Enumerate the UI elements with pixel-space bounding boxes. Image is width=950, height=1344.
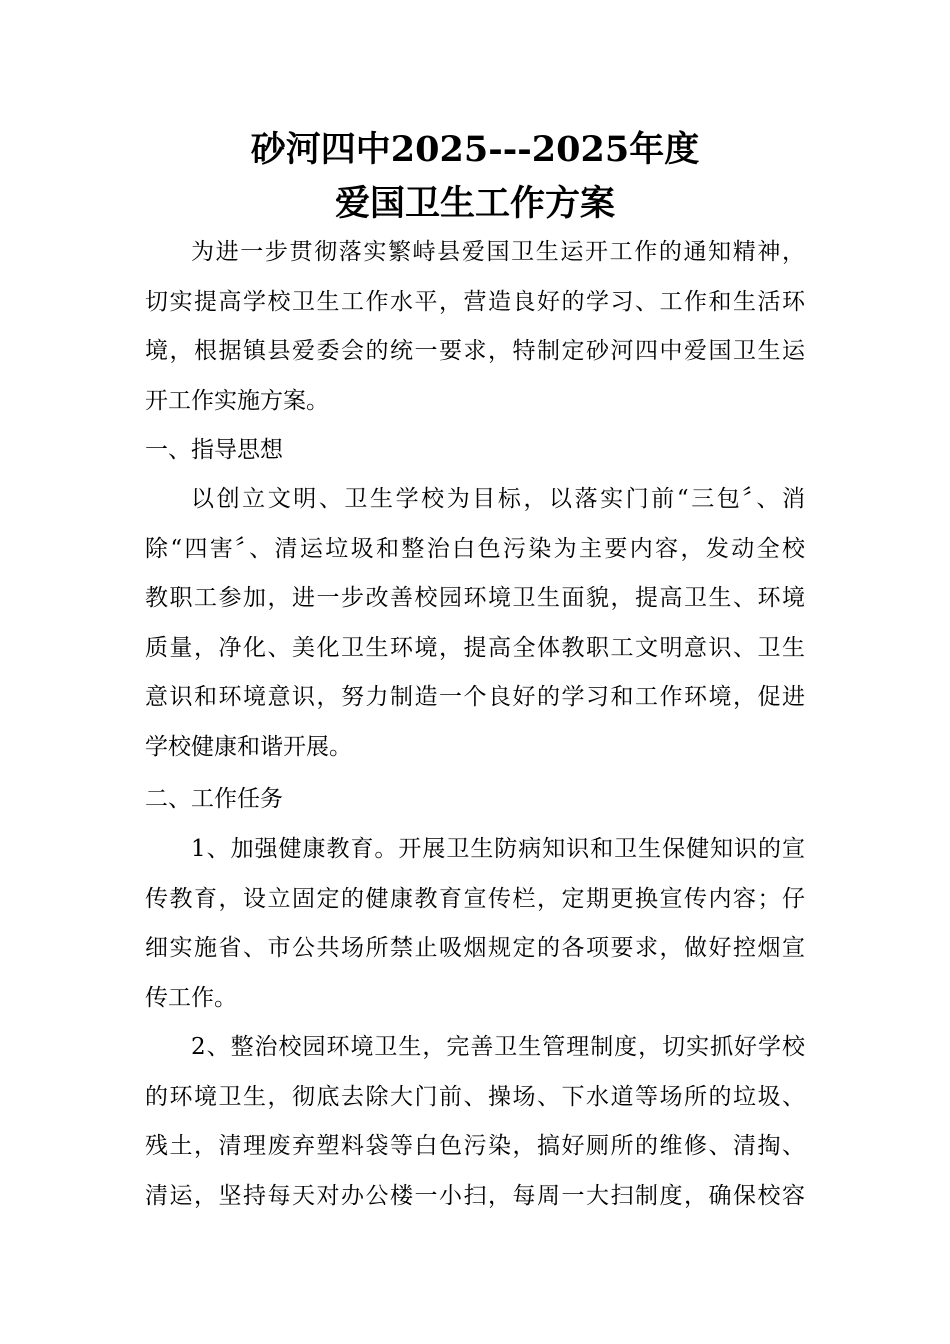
text-line: 境，根据镇县爱委会的统一要求，特制定砂河四中爱国卫生运 <box>145 338 805 365</box>
section-heading-work-tasks: 二、工作任务 <box>145 786 283 812</box>
text-line: 的环境卫生，彻底去除大门前、操场、下水道等场所的垃圾、 <box>145 1083 805 1110</box>
text-line: 1、加强健康教育。开展卫生防病知识和卫生保健知识的宣 <box>191 836 805 862</box>
text-line: 切实提高学校卫生工作水平，营造良好的学习、工作和生活环 <box>145 288 805 315</box>
text-line: 传教育，设立固定的健康教育宣传栏，定期更换宣传内容；仔 <box>145 885 805 912</box>
text-line: 残土，清理废弃塑料袋等白色污染，搞好厕所的维修、清掏、 <box>145 1133 805 1160</box>
task1-paragraph <box>145 825 805 1023</box>
text-line: 教职工参加，进一步改善校园环境卫生面貌，提高卫生、环境 <box>145 585 805 612</box>
text-line: 学校健康和谐开展。 <box>145 733 352 760</box>
section-heading-guiding-ideology: 一、指导思想 <box>145 437 283 463</box>
text-line: 意识和环境意识，努力制造一个良好的学习和工作环境，促进 <box>145 684 805 711</box>
intro-paragraph <box>145 228 805 426</box>
document-title-line1: 砂河四中2025---2025年度 <box>250 129 700 170</box>
guiding-ideology-paragraph <box>145 475 805 773</box>
document-title-line2: 爱国卫生工作方案 <box>334 183 615 224</box>
task2-paragraph <box>145 1023 805 1221</box>
text-line: 质量，净化、美化卫生环境，提高全体教职工文明意识、卫生 <box>145 634 805 661</box>
text-line: 清运，坚持每天对办公楼一小扫，每周一大扫制度，确保校容 <box>145 1182 805 1209</box>
text-line: 细实施省、市公共场所禁止吸烟规定的各项要求，做好控烟宣 <box>145 935 805 962</box>
text-line: 为进一步贯彻落实繁峙县爱国卫生运开工作的通知精神， <box>191 239 805 265</box>
text-line: 传工作。 <box>145 984 237 1011</box>
text-line: 2、整治校园环境卫生，完善卫生管理制度，切实抓好学校 <box>191 1034 805 1060</box>
text-line: 除“四害〞、清运垃圾和整治白色污染为主要内容，发动全校 <box>145 535 805 562</box>
text-line: 开工作实施方案。 <box>145 387 329 414</box>
text-line: 以创立文明、卫生学校为目标，以落实门前“三包〞、消 <box>191 486 805 512</box>
